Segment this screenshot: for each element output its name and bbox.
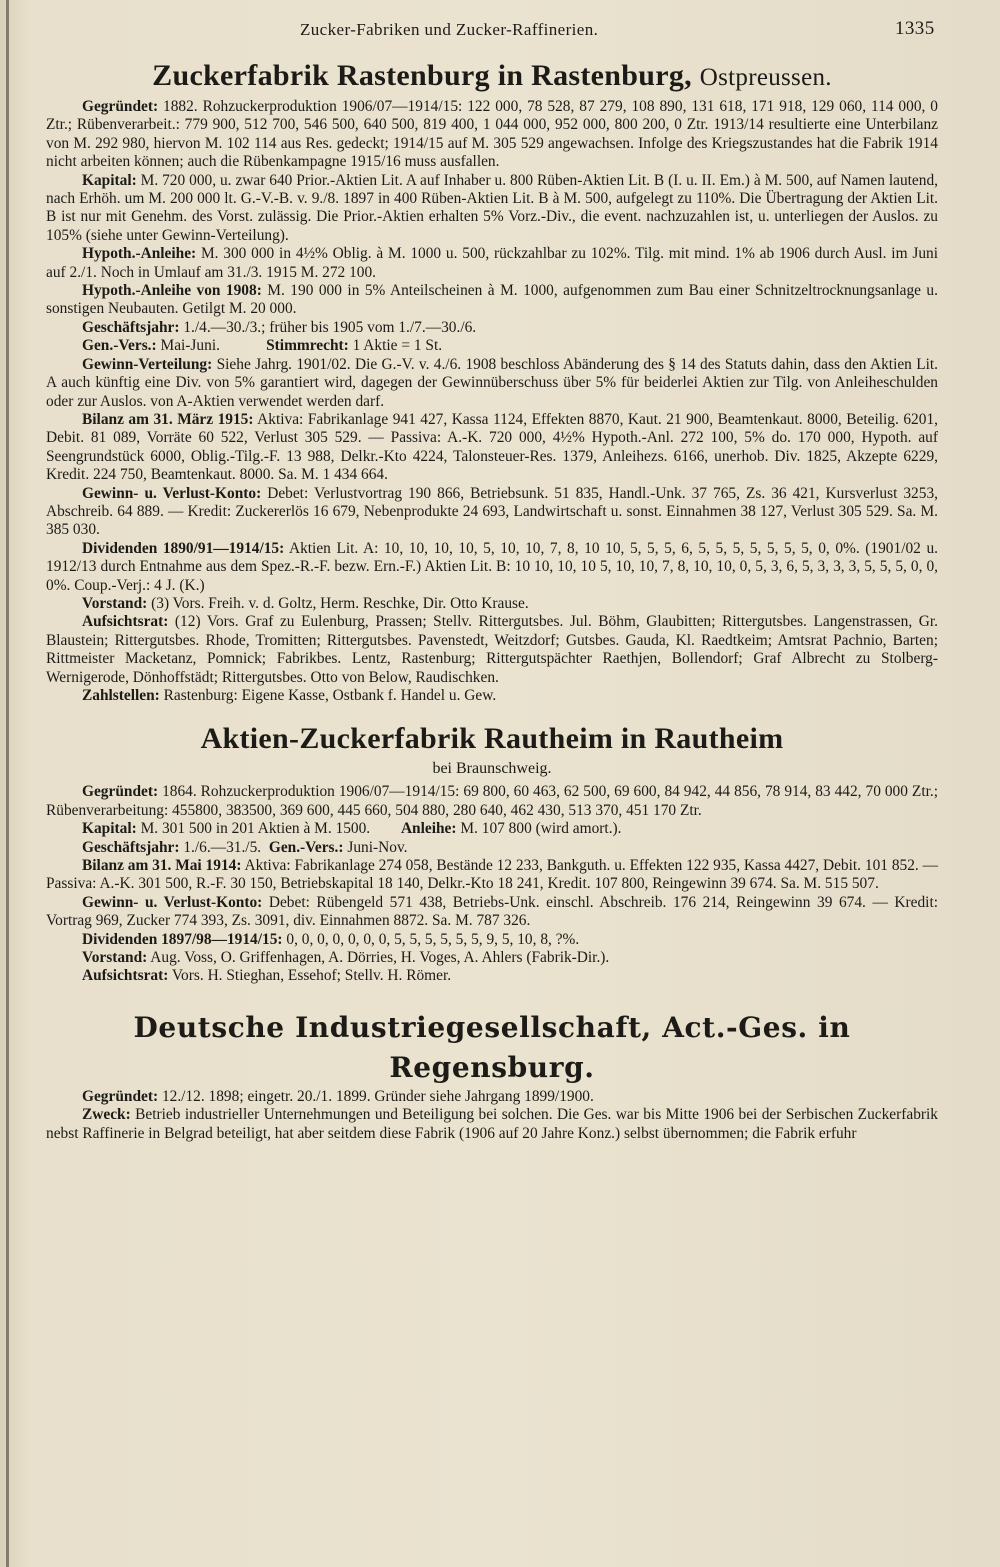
entry-rautheim <box>46 719 938 985</box>
company-title <box>46 719 938 759</box>
paragraph-dividends: Dividenden 1890/91—1914/15: Aktien Lit. A: 10, 10, 10, 10, 5, 10, 10, 7, 8, 10 10, 5, 5, 5, 6, 5, 5, 5, 5, 5, 5, 5, 0, 0%. (1901/02 u. 1912/13 durch Entnahme aus dem Spez.-R.-F. bezw. Ern.-F.) Aktien Lit. B: 10 10, 10, 10 5, 10, 10, 7, 8, 10, 10, 0, 5, 3, 6, 5, 3, 3, 3, 5, 5, 5, 0, 0, 0%. Coup.-Verj.: 4 J. (K.) <box>46 539 938 594</box>
paragraph-dividends: Dividenden 1897/98—1914/15: 0, 0, 0, 0, 0, 0, 0, 5, 5, 5, 5, 5, 5, 9, 5, 10, 8, ?%. <box>82 930 580 948</box>
company-subtitle: bei Braunschweig. <box>432 760 552 778</box>
paragraph-profit-loss: Gewinn- u. Verlust-Konto: Debet: Rübengeld 571 438, Betriebs-Unk. einschl. Abschreib. 176 214, Reingewinn 39 674. — Kredit: Vortrag 969, Zucker 774 393, Zs. 3091, div. Einnahmen 8872. Sa. M. 787 326. <box>46 893 938 930</box>
page-number: 1335 <box>895 18 935 39</box>
paragraph-fiscal-year: Geschäftsjahr: 1./6.—31./5. Gen.-Vers.: Juni-Nov. <box>82 838 408 856</box>
running-header <box>0 18 1000 48</box>
paragraph-founded: Gegründet: 1882. Rohzuckerproduktion 1906/07—1914/15: 122 000, 78 528, 87 279, 108 890, 131 618, 171 918, 129 060, 114 000, 0 Ztr.; Rübenverarbeit.: 779 900, 512 700, 546 500, 640 500, 819 400, 1 044 000, 952 000, 800 200, 0 Ztr. 1913/14 resultierte eine Unterbilanz von M. 292 980, hiervon M. 102 114 aus Res. gedeckt; 1914/15 auf M. 305 529 angewachsen. Infolge des Kriegszustandes hat die Fabrik 1914 nicht arbeiten können; auch die Rübenkampagne 1915/16 muss ausfallen. <box>46 98 938 171</box>
paragraph-mortgage-loan: Hypoth.-Anleihe: M. 300 000 in 4½% Oblig. à M. 1000 u. 500, rückzahlbar zu 102%. Tilg. mit mind. 1% ab 1906 durch Ausl. im Juni auf 2./1. Noch in Umlauf am 31./3. 1915 M. 272 100. <box>46 245 938 281</box>
entry-rastenburg <box>46 56 938 705</box>
paragraph-founded: Gegründet: 1864. Rohzuckerproduktion 1906/07—1914/15: 69 800, 60 463, 62 500, 69 600, 84 942, 44 856, 78 914, 83 442, 70 000 Ztr.; Rübenverarbeitung: 455800, 383500, 369 600, 445 660, 504 880, 280 640, 462 430, 513 370, 451 170 Ztr. <box>46 783 938 819</box>
company-name: Deutsche Industriegesellschaft, Act.-Ges. in Regensburg. <box>133 1010 851 1084</box>
paragraph-paying-agents: Zahlstellen: Rastenburg: Eigene Kasse, Ostbank f. Handel u. Gew. <box>82 687 497 704</box>
paragraph-supervisory-board: Aufsichtsrat: Vors. H. Stieghan, Essehof; Stellv. H. Römer. <box>82 967 452 985</box>
paragraph-board: Vorstand: (3) Vors. Freih. v. d. Goltz, Herm. Reschke, Dir. Otto Krause. <box>82 594 529 612</box>
page-content <box>46 56 938 1143</box>
company-name: Zuckerfabrik Rastenburg in Rastenburg, <box>152 59 692 92</box>
company-name: Aktien-Zuckerfabrik Rautheim in Rautheim <box>200 722 784 756</box>
paragraph-supervisory-board: Aufsichtsrat: (12) Vors. Graf zu Eulenburg, Prassen; Stellv. Rittergutsbes. Jul. Böhm, Glaubitten; Rittergutsbes. Langenstrassen, Gr. Blaustein; Rittergutsbes. Rhode, Tromitten; Rittergutsbes. Pavenstedt, Weitzdorf; Gutsbes. Gauda, Kl. Raedtkeim; Amtsrat Pachnio, Barten; Rittmeister Macketanz, Pomnick; Fabrikbes. Lentz, Rastenburg; Rittergutspächter Raethjen, Bollendorf; Graf Albrecht zu Stolberg-Wernigerode, Dönhoffstädt; Rittergutsbes. Otto von Below, Raudischken. <box>46 613 938 686</box>
company-region: Ostpreussen. <box>699 64 832 91</box>
paragraph-mortgage-loan-1908: Hypoth.-Anleihe von 1908: M. 190 000 in 5% Anteilscheinen à M. 1000, aufgenommen zum Bau einer Schnitzeltrocknungsanlage u. sonstigen Neubauten. Getilgt M. 20 000. <box>46 282 938 318</box>
paragraph-balance-sheet: Bilanz am 31. März 1915: Aktiva: Fabrikanlage 941 427, Kassa 1124, Effekten 8870, Kaut. 21 900, Beamtenkaut. 8000, Beteilig. 6201, Debit. 81 089, Vorräte 60 522, Verlust 305 529. — Passiva: A.-K. 720 000, 4½% Hypoth.-Anl. 272 100, 5% do. 170 000, Hypoth. auf Seengrundstück 6000, Oblig.-Tilg.-F. 13 988, Delkr.-Kto 4224, Talonsteuer-Res. 1379, Anleihezs. 6166, unerhob. Div. 1825, Akzepte 6229, Kredit. 224 750, Beamtenkaut. 8000. Sa. M. 1 434 664. <box>46 410 938 484</box>
paragraph-board: Vorstand: Aug. Voss, O. Griffenhagen, A. Dörries, H. Voges, A. Ahlers (Fabrik-Dir.). <box>82 949 610 967</box>
paragraph-balance-sheet: Bilanz am 31. Mai 1914: Aktiva: Fabrikanlage 274 058, Bestände 12 233, Bankguth. u. Effekten 122 935, Kassa 4427, Debit. 101 852. — Passiva: A.-K. 301 500, R.-F. 30 150, Betriebskapital 18 140, Delkr.-Kto 18 241, Kredit. 107 800, Reingewinn 39 674. Sa. M. 515 507. <box>46 857 938 893</box>
paragraph-capital: Kapital: M. 301 500 in 201 Aktien à M. 1500. Anleihe: M. 107 800 (wird amort.). <box>82 820 622 838</box>
paragraph-founded: Gegründet: 12./12. 1898; eingetr. 20./1. 1899. Gründer siehe Jahrgang 1899/1900. <box>82 1087 594 1105</box>
entry-regensburg <box>46 1008 938 1143</box>
paragraph-profit-loss: Gewinn- u. Verlust-Konto: Debet: Verlustvortrag 190 866, Betriebsunk. 51 835, Handl.-Unk. 37 765, Zs. 36 421, Kursverlust 3253, Abschreib. 64 889. — Kredit: Zuckererlös 16 679, Nebenprodukte 24 693, Landwirtschaft u. sonst. Einnahmen 38 127, Verlust 305 529. Sa. M. 385 030. <box>46 484 938 539</box>
company-title <box>46 56 938 98</box>
running-header-title: Zucker-Fabriken und Zucker-Raffinerien. <box>300 20 599 39</box>
paragraph-purpose: Zweck: Betrieb industrieller Unternehmungen und Beteiligung bei solchen. Die Ges. war bis Mitte 1906 bei der Serbischen Zuckerfabrik nebst Raffinerie in Belgrad beteiligt, hat aber seitdem diese Fabrik (1906 auf 20 Jahre Konz.) selbst übernommen; die Fabrik erfuhr <box>46 1106 938 1142</box>
paragraph-capital: Kapital: M. 720 000, u. zwar 640 Prior.-Aktien Lit. A auf Inhaber u. 800 Rüben-Aktien Lit. B (I. u. II. Em.) à M. 500, auf Namen lautend, nach Erhöh. um M. 200 000 lt. G.-V.-B. v. 9./8. 1897 in 400 Rüben-Aktien Lit. B à M. 500, aufgelegt zu 110%. Die Übertragung der Aktien Lit. B ist nur mit Genehm. des Vorst. zulässig. Die Prior.-Aktien erhalten 5% Vorz.-Div., die event. nachzuzahlen ist, u. unterliegen der Auslos. zu 105% (siehe unter Gewinn-Verteilung). <box>46 171 938 244</box>
company-title <box>46 1008 938 1088</box>
paragraph-general-meeting: Gen.-Vers.: Mai-Juni. Stimmrecht: 1 Aktie = 1 St. <box>82 337 443 355</box>
paragraph-profit-distribution: Gewinn-Verteilung: Siehe Jahrg. 1901/02. Die G.-V. v. 4./6. 1908 beschloss Abänderung des § 14 des Statuts dahin, dass den Aktien Lit. A auch künftig eine Div. von 5% garantiert wird, dagegen der Gewinnüberschuss über 5% für beiderlei Aktien zur Tilg. von Anleiheschulden oder zur Auslos. von A-Aktien verwendet werden darf. <box>46 355 938 410</box>
left-margin-rule <box>6 0 9 1567</box>
paragraph-fiscal-year: Geschäftsjahr: 1./4.—30./3.; früher bis 1905 vom 1./7.—30./6. <box>82 318 477 336</box>
